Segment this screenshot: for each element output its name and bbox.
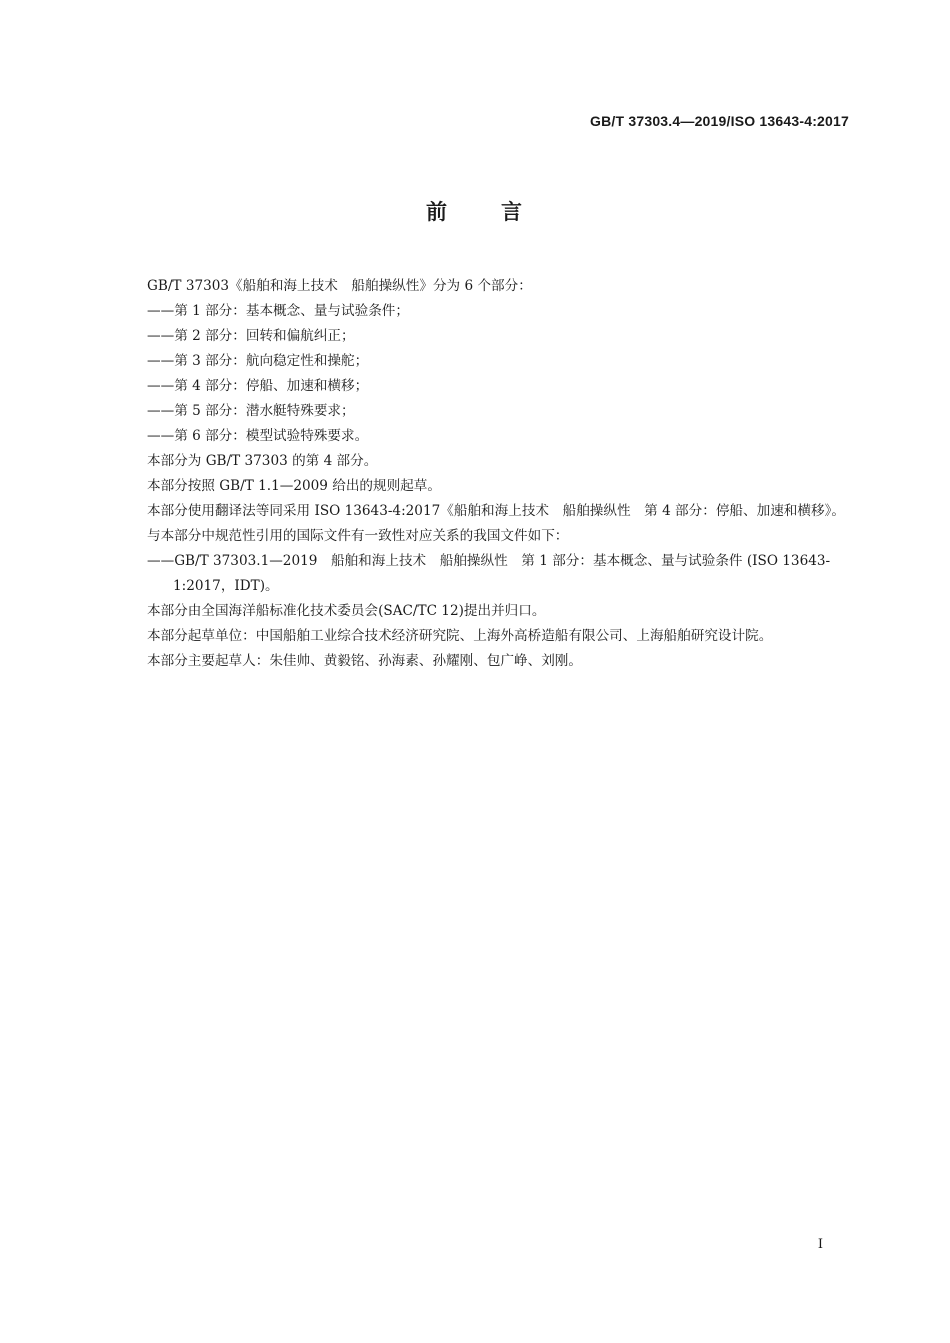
part-list-item-2: ——第 2 部分：回转和偏航纠正； bbox=[147, 328, 355, 344]
foreword-body bbox=[113, 274, 849, 674]
part-list-item-3: ——第 3 部分：航向稳定性和操舵； bbox=[147, 353, 369, 369]
translation-paragraph: 本部分使用翻译法等同采用 ISO 13643-4:2017《船舶和海上技术 船舶操纵性 第 4 部分：停船、加速和横移》。 bbox=[147, 503, 845, 519]
rules-paragraph: 本部分按照 GB/T 1.1—2009 给出的规则起草。 bbox=[147, 478, 441, 494]
page-title bbox=[0, 196, 950, 226]
title-char-1: 前 bbox=[426, 200, 449, 224]
part-list-item-4: ——第 4 部分：停船、加速和横移； bbox=[147, 378, 369, 394]
drafting-units-paragraph: 本部分起草单位：中国船舶工业综合技术经济研究院、上海外高桥造船有限公司、上海船舶研究设计院。 bbox=[147, 628, 773, 644]
part-list-item-5: ——第 5 部分：潜水艇特殊要求； bbox=[147, 403, 355, 419]
intro-paragraph: GB/T 37303《船舶和海上技术 船舶操纵性》分为 6 个部分： bbox=[147, 278, 532, 294]
correspondence-list-item: ——GB/T 37303.1—2019 船舶和海上技术 船舶操纵性 第 1 部分：基本概念、量与试验条件 (ISO 13643-1:2017，IDT)。 bbox=[147, 553, 831, 594]
page-number: I bbox=[817, 1237, 823, 1252]
proposed-paragraph: 本部分由全国海洋船标准化技术委员会(SAC/TC 12)提出并归口。 bbox=[147, 603, 546, 619]
title-char-2: 言 bbox=[501, 200, 524, 224]
part-list-item-6: ——第 6 部分：模型试验特殊要求。 bbox=[147, 428, 369, 444]
correspondence-paragraph: 与本部分中规范性引用的国际文件有一致性对应关系的我国文件如下： bbox=[147, 528, 569, 544]
drafters-paragraph: 本部分主要起草人：朱佳帅、黄毅铭、孙海素、孙耀刚、包广峥、刘刚。 bbox=[147, 653, 582, 669]
part-list-item-1: ——第 1 部分：基本概念、量与试验条件； bbox=[147, 303, 409, 319]
standard-code-header: GB/T 37303.4—2019/ISO 13643-4:2017 bbox=[590, 113, 849, 129]
part-of-paragraph: 本部分为 GB/T 37303 的第 4 部分。 bbox=[147, 453, 378, 469]
